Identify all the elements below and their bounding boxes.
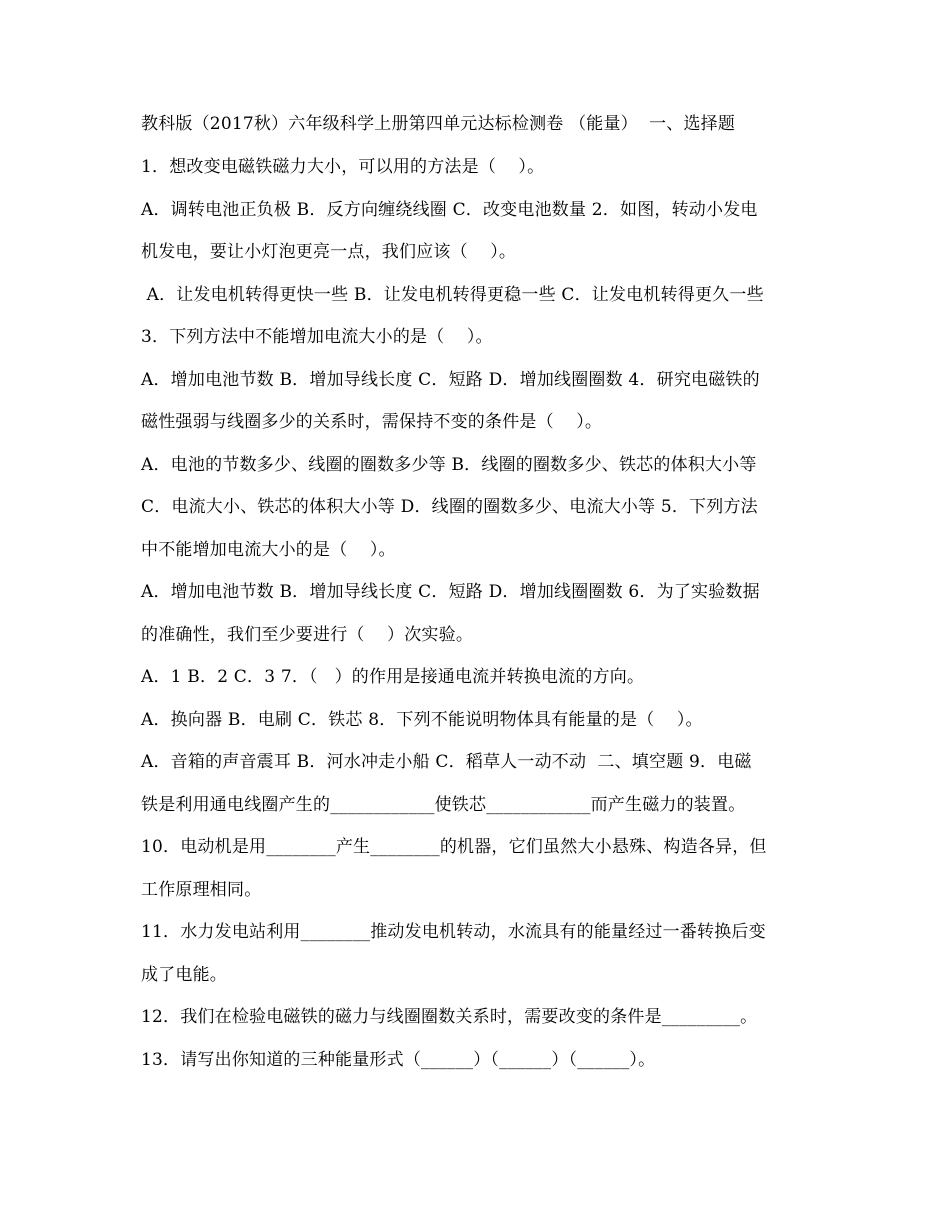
- question-12: 12．我们在检验电磁铁的磁力与线圈圈数关系时，需要改变的条件是_________。: [141, 1007, 758, 1027]
- question-11-cont: 成了电能。: [141, 965, 227, 985]
- doc-title-line: 教科版（2017秋）六年级科学上册第四单元达标检测卷 （能量） 一、选择题: [141, 114, 736, 134]
- question-3-options: A．增加电池节数 B．增加导线长度 C．短路 D．增加线圈圈数 4．研究电磁铁的: [141, 370, 760, 390]
- question-2-text: 机发电，要让小灯泡更亮一点，我们应该（ ）。: [141, 242, 517, 262]
- question-5-text: 中不能增加电流大小的是（ ）。: [141, 540, 396, 560]
- question-13: 13．请写出你知道的三种能量形式（______）（______）（______）。: [141, 1050, 656, 1070]
- question-1-options: A．调转电池正负极 B．反方向缠绕线圈 C．改变电池数量 2．如图，转动小发电: [141, 200, 758, 220]
- question-6-options: A．1 B．2 C．3 7．（ ）的作用是接通电流并转换电流的方向。: [141, 667, 645, 687]
- question-10-cont: 工作原理相同。: [141, 880, 262, 900]
- question-10: 10．电动机是用________产生________的机器，它们虽然大小悬殊、构造各异，但: [141, 837, 767, 857]
- question-3: 3．下列方法中不能增加电流大小的是（ ）。: [141, 327, 493, 347]
- question-9-text: 铁是利用通电线圈产生的____________使铁芯____________而产生磁力的装置。: [141, 795, 746, 815]
- question-4-options-cd: C．电流大小、铁芯的体积大小等 D．线圈的圈数多少、电流大小等 5．下列方法: [141, 497, 758, 517]
- question-1: 1．想改变电磁铁磁力大小，可以用的方法是（ ）。: [141, 157, 545, 177]
- question-6-text: 的准确性，我们至少要进行（ ）次实验。: [141, 625, 474, 645]
- question-4-options-ab: A．电池的节数多少、线圈的圈数多少等 B．线圈的圈数多少、铁芯的体积大小等: [141, 455, 757, 475]
- question-2-options: A．让发电机转得更快一些 B．让发电机转得更稳一些 C．让发电机转得更久一些: [141, 285, 764, 305]
- question-8-options: A．音箱的声音震耳 B．河水冲走小船 C．稻草人一动不动 二、填空题 9．电磁: [141, 752, 752, 772]
- question-7-options: A．换向器 B．电刷 C．铁芯 8．下列不能说明物体具有能量的是（ ）。: [141, 710, 703, 730]
- question-11: 11．水力发电站利用________推动发电机转动，水流具有的能量经过一番转换后变: [141, 922, 766, 942]
- question-5-options: A．增加电池节数 B．增加导线长度 C．短路 D．增加线圈圈数 6．为了实验数据: [141, 582, 760, 602]
- question-4-text: 磁性强弱与线圈多少的关系时，需保持不变的条件是（ ）。: [141, 412, 603, 432]
